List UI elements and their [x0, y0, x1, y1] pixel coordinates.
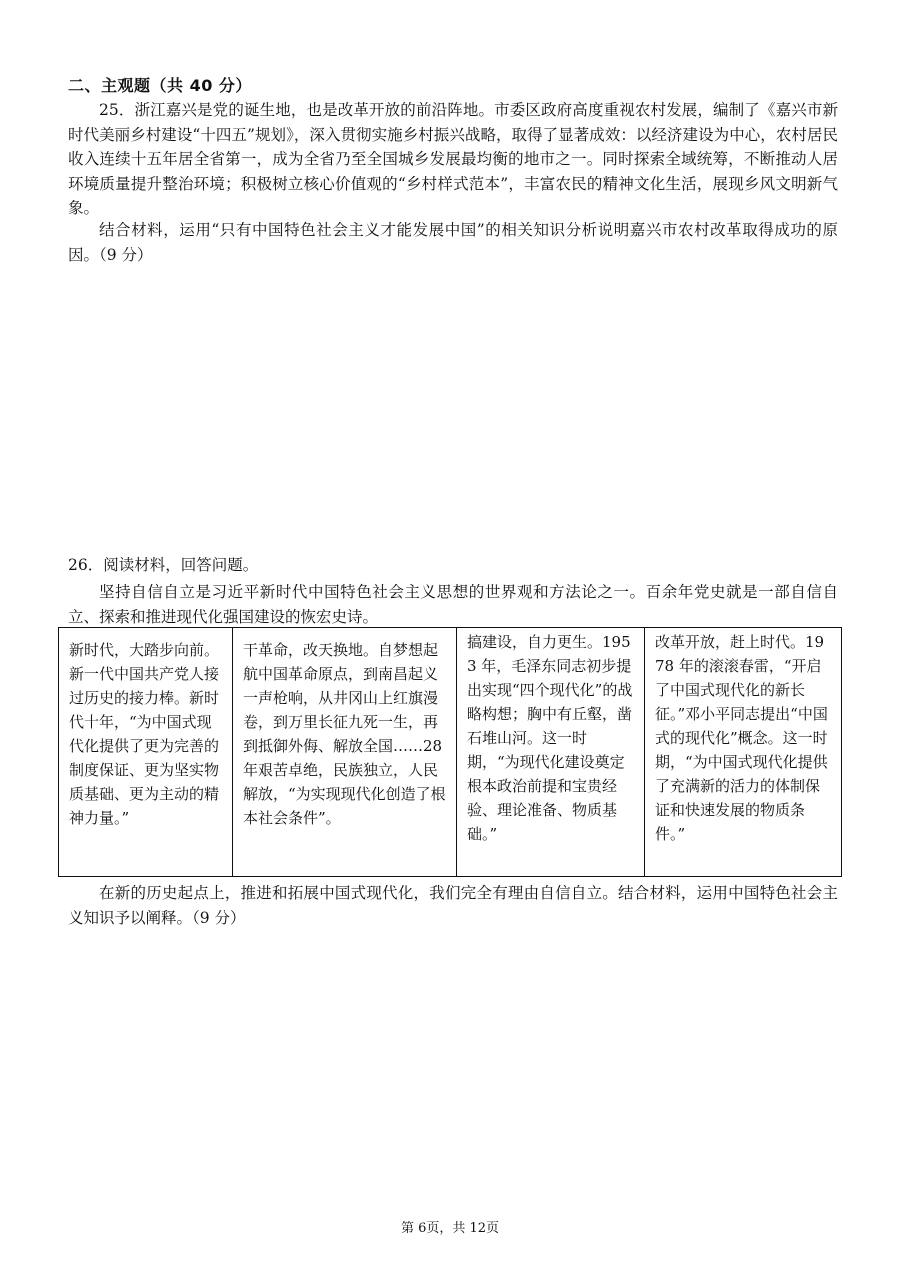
question-25-task: 结合材料，运用“只有中国特色社会主义才能发展中国”的相关知识分析说明嘉兴市农村改革取得成功的原因。（9 分） — [68, 221, 838, 264]
page-number: 第 6页，共 12页 — [400, 1221, 500, 1236]
material-cell-revolution: 干革命，改天换地。自梦想起航中国革命原点，到南昌起义一声枪响，从井冈山上红旗漫卷，到万里长征九死一生，再到抵御外侮、解放全国……28 年艰苦卓绝，民族独立，人民解放，“为实现现代化创造了根本社会条件”。 — [233, 628, 457, 877]
material-cell-new-era: 新时代，大踏步向前。新一代中国共产党人接过历史的接力棒。新时代十年，“为中国式现代化提供了更为完善的制度保证、更为坚实物质基础、更为主动的精神力量。” — [59, 628, 233, 877]
question-26-heading: 26．阅读材料，回答问题。 — [68, 556, 259, 574]
material-table — [58, 627, 842, 877]
material-table-row — [59, 628, 842, 877]
material-cell-construction: 搞建设，自力更生。1953 年，毛泽东同志初步提出实现“四个现代化”的战略构想；胸中有丘壑，凿石堆山河。这一时期，“为现代化建设奠定根本政治前提和宝贵经验、理论准备、物质基础。” — [457, 628, 645, 877]
question-25-material: 25．浙江嘉兴是党的诞生地，也是改革开放的前沿阵地。市委区政府高度重视农村发展，编制了《嘉兴市新时代美丽乡村建设“十四五”规划》，深入贯彻实施乡村振兴战略，取得了显著成效：以经济建设为中心，农村居民收入连续十五年居全省第一，成为全省乃至全国城乡发展最均衡的地市之一。同时探索全域统筹，不断推动人居环境质量提升整治环境；积极树立核心价值观的“乡村样式范本”，丰富农民的精神文化生活，展现乡风文明新气象。 — [68, 101, 838, 217]
question-26-intro: 坚持自信自立是习近平新时代中国特色社会主义思想的世界观和方法论之一。百余年党史就是一部自信自立、探索和推进现代化强国建设的恢宏史诗。 — [68, 583, 838, 626]
material-cell-reform: 改革开放，赶上时代。1978 年的滚滚春雷，“开启了中国式现代化的新长征。”邓小平同志提出“中国式的现代化”概念。这一时期，“为中国式现代化提供了充满新的活力的体制保证和快速发展的物质条件。” — [645, 628, 842, 877]
question-26-task: 在新的历史起点上，推进和拓展中国式现代化，我们完全有理由自信自立。结合材料，运用中国特色社会主义知识予以阐释。（9 分） — [68, 884, 838, 927]
section-title: 二、主观题（共 40 分） — [68, 76, 252, 95]
